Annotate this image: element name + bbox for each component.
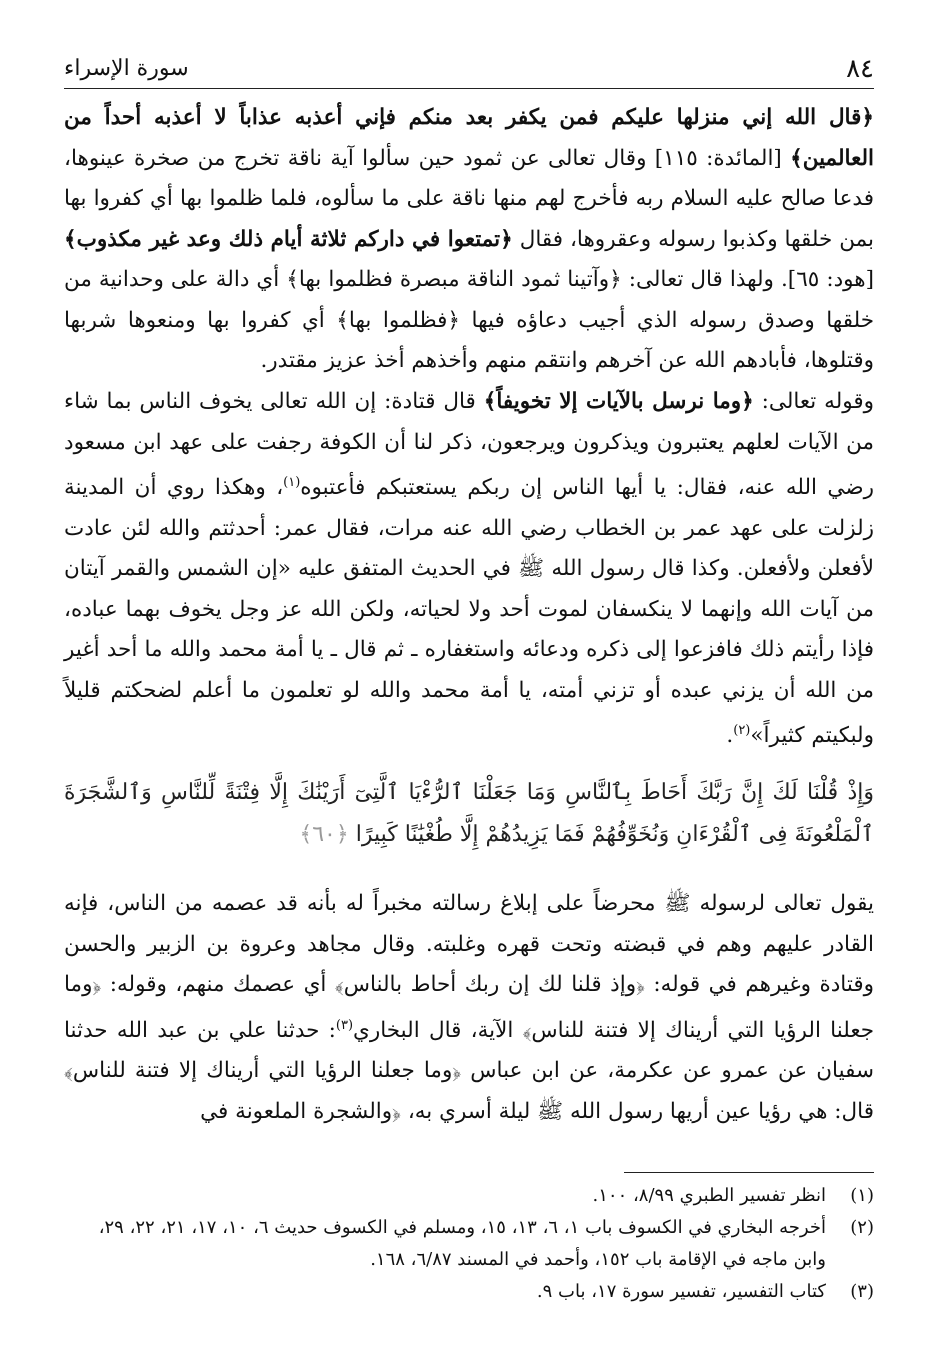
paragraph-text: . [726,723,734,749]
footnote-number: (٣) [850,1281,874,1302]
quran-quote: ﴿قال الله إني منزلها عليكم فمن يكفر بعد منكم فإني أعذبه عذاباً لا أعذبه أحداً من العالمين﴾ [64,105,874,171]
paragraph-text: ، وهكذا روي أن المدينة زلزلت على عهد عمر بن الخطاب رضي الله عنه مرات، فقال عمر: أحدثتم والله لئن عادت لأفعلن ولأفعلن. وكذا قال رسول الله ﷺ في الحديث المتفق عليه «إن الشمس والقمر آيتان من آيات الله وإنهما لا ينكسفان لموت أحد ولا لحياته، ولكن الله عز وجل يخوف بهما عباده، فإذا رأيتم ذلك فافزعوا إلى ذكره ودعائه واستغفاره ـ ثم قال ـ يا أمة محمد والله ما أحد أغير من الله أن يزني عبده أو تزني أمته، يا أمة محمد والله لو تعلمون ما أعلم لضحكتم قليلاً ولبكيتم كثيراً» [64,475,874,749]
paragraph-3 [64,884,874,1132]
footnote-number: (٢) [850,1217,874,1238]
paragraph-text: [المائدة: ١١٥] وقال تعالى عن ثمود حين سألوا آية ناقة تخرج من صخرة عينوها، فدعا صالح عليه السلام ربه فأخرج لهم منها ناقة على ما سألوه، فلما ظلموا بها أي كفروا بها بمن خلقها وكذبوا رسوله وعقروها، فقال [64,145,874,252]
footnotes [64,1180,874,1308]
paragraph-text: قال قتادة: إن الله تعالى يخوف الناس بما شاء من الآيات لعلهم يعتبرون ويذكرون ويرجعون، ذكر لنا أن الكوفة رجفت على عهد ابن مسعود رضي الله عنه، فقال: يا أيها الناس إن ربكم يستعتبكم فأعتبوه [64,389,874,501]
verse-text: وَإِذْ قُلْنَا لَكَ إِنَّ رَبَّكَ أَحَاطَ بِٱلنَّاسِ وَمَا جَعَلْنَا ٱلرُّءْيَا ٱلَّتِىٓ أَرَيْنَٰكَ إِلَّا فِتْنَةً لِّلنَّاسِ وَٱلشَّجَرَةَ ٱلْمَلْعُونَةَ فِى ٱلْقُرْءَانِ وَنُخَوِّفُهُمْ فَمَا يَزِيدُهُمْ إِلَّا طُغْيَٰنًا كَبِيرًا [64,780,874,847]
page-number: ٨٤ [846,54,874,84]
quran-quote: ﴿وما نرسل بالآيات إلا تخويفاً﴾ [483,389,754,414]
footnote-ref[interactable]: (٢) [733,723,751,739]
footnote-text: انظر تفسير الطبري ٨/٩٩، ١٠٠. [592,1185,826,1206]
paragraph-text: وقوله تعالى: [753,389,875,414]
footnote-text: كتاب التفسير، تفسير سورة ١٧، باب ٩. [536,1281,826,1302]
footnote-number: (١) [850,1185,874,1206]
paragraph-text: [هود: ٦٥]. ولهذا قال تعالى: ﴿وآتينا ثمود الناقة مبصرة فظلموا بها﴾ أي دالة على وحدانية من خلقها وصدق رسوله الذي أجيب دعاؤه فيها ﴿فظلموا بها﴾ أي كفروا بها ومنعوها شربها وقتلوها، فأبادهم الله عن آخرهم وانتقم منهم وأخذهم أخذ عزيز مقتدر. [64,267,874,373]
footnote [64,1180,874,1212]
footnote-divider [624,1172,874,1173]
paragraph-text: يقول تعالى لرسوله ﷺ محرضاً على إبلاغ رسالته مخبراً له بأنه قد عصمه من الناس، فإنه القادر عليهم وهم في قبضته وتحت قهره وغلبته. وقال مجاهد وعروة بن الزبير والحسن وقتادة وغيرهم في قوله: ﴿وإذ قلنا لك إن ربك أحاط بالناس﴾ أي عصمك منهم، وقوله: ﴿وما جعلنا الرؤيا التي أريناك إلا فتنة للناس﴾ الآية، قال البخاري [64,891,874,1043]
quran-quote: ﴿تمتعوا في داركم ثلاثة أيام ذلك وعد غير مكذوب﴾ [64,226,513,252]
paragraph-1 [64,98,874,382]
page-header [64,48,874,89]
footnote-text: أخرجه البخاري في الكسوف باب ١، ٦، ١٣، ١٥، ومسلم في الكسوف حديث ٦، ١٠، ١٧، ٢١، ٢٢، ٢٩، وابن ماجه في الإقامة باب ١٥٢، وأحمد في المسند ٦/٨٧، ١٦٨. [98,1217,826,1270]
footnote-ref[interactable]: (١) [283,475,301,490]
footnote [64,1276,874,1308]
footnote [64,1212,874,1276]
footnote-ref[interactable]: (٣) [335,1017,354,1033]
verse-end-mark: ﴿٦٠﴾ [299,822,349,847]
paragraph-text: : حدثنا علي بن عبد الله حدثنا سفيان عن عمرو عن عكرمة، عن ابن عباس ﴿وما جعلنا الرؤيا التي أريناك إلا فتنة للناس﴾ قال: هي رؤيا عين أريها رسول الله ﷺ ليلة أسري به، ﴿والشجرة الملعونة في [64,1017,874,1124]
surah-name: سورة الإسراء [64,56,189,81]
quran-verse [64,772,874,856]
paragraph-2 [64,382,874,757]
